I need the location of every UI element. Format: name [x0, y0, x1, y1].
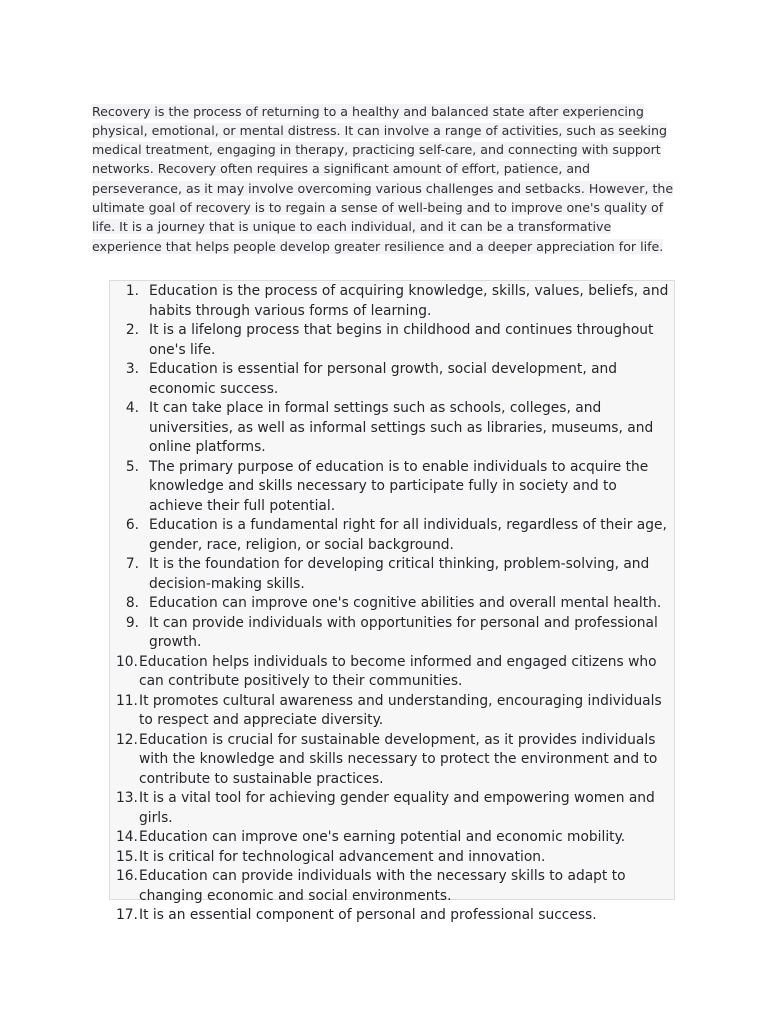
list-item-text: Education is crucial for sustainable development, as it provides individuals with the knowledge and skills necessary to protect the environment and to contribute to sustainable practices.	[139, 731, 658, 787]
list-item-text: It is the foundation for developing critical thinking, problem-solving, and decision-making skills.	[149, 556, 650, 592]
education-numbered-list	[110, 281, 674, 926]
list-item-text: Education can provide individuals with the necessary skills to adapt to changing economic and social environments.	[139, 868, 626, 904]
list-item	[110, 848, 670, 868]
list-item-text: It can take place in formal settings such as schools, colleges, and universities, as well as informal settings such as libraries, museums, and online platforms.	[149, 400, 654, 455]
list-item	[110, 906, 670, 926]
numbered-list-box	[109, 280, 675, 923]
list-item-text: Education is essential for personal growth, social development, and economic success.	[149, 361, 618, 397]
list-item-number: 7.	[125, 556, 139, 572]
list-item-text: It can provide individuals with opportunities for personal and professional growth.	[149, 614, 658, 650]
intro-paragraph-text: Recovery is the process of returning to a healthy and balanced state after experiencing physical, emotional, or mental distress. It can involve a range of activities, such as seeking medical treatment, engaging in therapy, practicing self-care, and connecting with support networks. Recovery often requires a significant amount of effort, patience, and perseverance, as it may involve overcoming various challenges and setbacks. However, the ultimate goal of recovery is to regain a sense of well-being and to improve one's quality of life. It is a journey that is unique to each individual, and it can be a transformative experience that helps people develop greater resilience and a deeper appreciation for life.	[92, 103, 674, 254]
list-item-text: Education is the process of acquiring knowledge, skills, values, beliefs, and habits through various forms of learning.	[149, 283, 669, 319]
list-item	[110, 789, 670, 828]
list-item-number: 13.	[116, 790, 138, 806]
list-item-number: 1.	[125, 283, 139, 299]
list-item-text: Education can improve one's earning potential and economic mobility.	[139, 829, 626, 845]
list-item	[110, 867, 670, 906]
list-item	[110, 399, 670, 458]
list-item-number: 16.	[116, 868, 138, 884]
list-item	[110, 692, 670, 731]
list-item-text: It promotes cultural awareness and understanding, encouraging individuals to respect and appreciate diversity.	[139, 692, 662, 728]
list-item-number: 3.	[125, 361, 139, 377]
intro-paragraph	[92, 102, 674, 256]
list-item-text: Education is a fundamental right for all individuals, regardless of their age, gender, race, religion, or social background.	[149, 517, 667, 553]
list-item-text: It is a lifelong process that begins in childhood and continues throughout one's life.	[149, 322, 654, 358]
list-item-number: 2.	[125, 322, 139, 338]
list-item-text: It is a vital tool for achieving gender equality and empowering women and girls.	[139, 790, 655, 826]
list-item	[110, 516, 670, 555]
list-item-number: 10.	[116, 653, 138, 670]
list-item-text: It is critical for technological advancement and innovation.	[139, 848, 546, 865]
list-item	[110, 360, 670, 399]
list-item	[110, 321, 670, 360]
list-item-number: 17.	[116, 907, 138, 923]
list-item-number: 11.	[116, 692, 138, 709]
list-item	[110, 555, 670, 594]
list-item-number: 12.	[116, 731, 138, 748]
list-item-text: Education helps individuals to become informed and engaged citizens who can contribute positively to their communities.	[139, 653, 657, 689]
list-item-text: Education can improve one's cognitive abilities and overall mental health.	[149, 595, 662, 611]
list-item-number: 5.	[125, 458, 139, 475]
list-item-text: The primary purpose of education is to enable individuals to acquire the knowledge and skills necessary to participate fully in society and to achieve their full potential.	[149, 458, 649, 514]
list-item-number: 6.	[125, 517, 139, 533]
list-item-text: It is an essential component of personal and professional success.	[139, 907, 597, 923]
list-item-number: 15.	[116, 848, 138, 865]
list-item-number: 8.	[125, 595, 139, 611]
list-item	[110, 282, 670, 321]
list-item	[110, 594, 670, 614]
list-item-number: 9.	[125, 614, 139, 631]
list-item-number: 14.	[116, 829, 138, 845]
list-item-number: 4.	[125, 400, 139, 416]
list-item	[110, 458, 670, 517]
list-item	[110, 653, 670, 692]
list-item	[110, 614, 670, 653]
list-item	[110, 731, 670, 790]
list-item	[110, 828, 670, 848]
